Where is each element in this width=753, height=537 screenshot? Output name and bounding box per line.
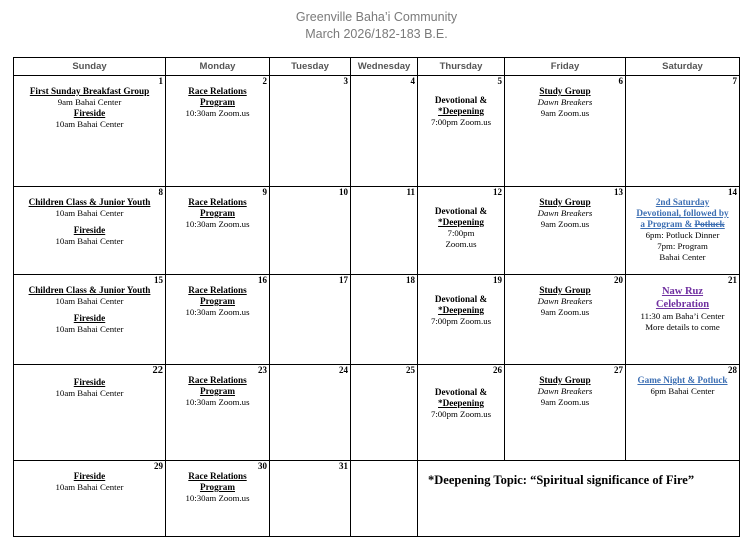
event-title: Fireside: [73, 108, 106, 118]
event-detail: 10am Bahai Center: [55, 482, 124, 492]
day-cell: [418, 365, 505, 461]
event-title: Naw Ruz: [661, 286, 704, 297]
event-detail: 9am Zoom.us: [540, 307, 590, 317]
event-title: Race Relations: [188, 285, 247, 295]
event-title: *Deepening: [438, 398, 484, 408]
day-number: 31: [339, 461, 348, 471]
deepening-topic-note: *Deepening Topic: “Spiritual significance of Fire”: [428, 473, 695, 487]
day-number: 7: [732, 76, 737, 86]
event-detail: 10am Bahai Center: [55, 324, 124, 334]
day-cell: [351, 187, 418, 275]
event-title: Fireside: [73, 471, 106, 481]
day-cell: [626, 365, 740, 461]
event-title: Fireside: [73, 377, 106, 387]
event-title: Celebration: [655, 299, 710, 310]
day-number: 4: [410, 76, 415, 86]
calendar-grid: [13, 57, 740, 537]
day-cell: [270, 76, 351, 187]
event-detail: 9am Bahai Center: [57, 97, 122, 107]
event-detail: Bahai Center: [659, 252, 706, 262]
day-cell: [626, 275, 740, 365]
day-cell: [418, 187, 505, 275]
day-number: 13: [614, 187, 623, 197]
day-number: 18: [406, 275, 415, 285]
week-row: [14, 76, 740, 187]
day-cell: [166, 365, 270, 461]
event-title: Study Group: [539, 285, 591, 295]
event-title: Fireside: [73, 313, 106, 323]
day-number: 20: [614, 275, 623, 285]
day-cell: [418, 275, 505, 365]
day-cell: [14, 461, 166, 537]
event-detail: More details to come: [645, 322, 720, 332]
event-detail: 10am Bahai Center: [55, 208, 124, 218]
event-title: Program: [199, 296, 236, 306]
event-title: *Deepening: [438, 106, 484, 116]
event-title: [627, 219, 738, 230]
day-cell: [14, 365, 166, 461]
event-title: *Deepening: [438, 305, 484, 315]
event-title: Race Relations: [188, 197, 247, 207]
weekday-sunday: Sunday: [14, 58, 166, 76]
day-cell: [505, 187, 626, 275]
day-cell: [14, 275, 166, 365]
event-title: Children Class & Junior Youth: [28, 285, 151, 295]
day-number: 28: [728, 365, 737, 375]
day-number: 15: [154, 275, 163, 285]
day-cell: [270, 275, 351, 365]
event-detail: 7:00pm: [447, 228, 475, 238]
calendar-title: Greenville Baha’i Community: [295, 10, 458, 24]
event-detail: 6pm Bahai Center: [650, 386, 715, 396]
week-row: [14, 275, 740, 365]
event-detail: 7pm: Program: [657, 241, 708, 251]
day-number: 19: [493, 275, 502, 285]
day-cell: [505, 365, 626, 461]
day-number: 10: [339, 187, 348, 197]
event-title: First Sunday Breakfast Group: [29, 86, 150, 96]
day-number: 17: [339, 275, 348, 285]
day-number: 6: [618, 76, 623, 86]
event-title: Program: [199, 386, 236, 396]
day-cell: [505, 275, 626, 365]
event-detail: Zoom.us: [445, 239, 477, 249]
event-title: Study Group: [539, 375, 591, 385]
event-title: Fireside: [73, 225, 106, 235]
day-cell: [166, 461, 270, 537]
day-cell: [14, 187, 166, 275]
event-title: *Deepening: [438, 217, 484, 227]
event-title: Game Night & Potluck: [637, 375, 728, 385]
day-cell: [166, 187, 270, 275]
day-number: 5: [497, 76, 502, 86]
event-detail: Dawn Breakers: [537, 386, 593, 396]
event-detail: 7:00pm Zoom.us: [430, 409, 492, 419]
event-title: Program: [199, 482, 236, 492]
day-number: 22: [152, 365, 163, 376]
weekday-monday: Monday: [166, 58, 270, 76]
event-detail: 6pm: Potluck Dinner: [645, 230, 720, 240]
day-number: 3: [343, 76, 348, 86]
weekday-thursday: Thursday: [418, 58, 505, 76]
event-detail: Dawn Breakers: [537, 208, 593, 218]
event-title: Devotional &: [434, 95, 488, 105]
day-number: 8: [158, 187, 163, 197]
day-cell: [626, 187, 740, 275]
week-row: [14, 187, 740, 275]
day-number: 29: [154, 461, 163, 471]
event-detail: Dawn Breakers: [537, 296, 593, 306]
weekday-friday: Friday: [505, 58, 626, 76]
week-row: [14, 461, 740, 537]
weekday-wednesday: Wednesday: [351, 58, 418, 76]
weekday-header-row: [14, 58, 740, 76]
event-title: Race Relations: [188, 471, 247, 481]
event-detail: 10am Bahai Center: [55, 296, 124, 306]
day-cell: [270, 365, 351, 461]
day-number: 27: [614, 365, 623, 375]
day-cell: [351, 76, 418, 187]
event-detail: 9am Zoom.us: [540, 219, 590, 229]
day-number: 16: [258, 275, 267, 285]
event-detail: Dawn Breakers: [537, 97, 593, 107]
day-cell: [166, 76, 270, 187]
event-title: Program: [199, 208, 236, 218]
day-cell: [166, 275, 270, 365]
day-number: 9: [262, 187, 267, 197]
event-title: Devotional &: [434, 206, 488, 216]
day-number: 21: [728, 275, 737, 285]
event-title: Study Group: [539, 197, 591, 207]
event-detail: 10:30am Zoom.us: [185, 219, 250, 229]
event-detail: 10:30am Zoom.us: [185, 397, 250, 407]
day-cell: [270, 187, 351, 275]
event-detail: 10am Bahai Center: [55, 119, 124, 129]
day-cell: [270, 461, 351, 537]
day-number: 14: [728, 187, 737, 197]
day-number: 26: [493, 365, 502, 375]
event-detail: 9am Zoom.us: [540, 108, 590, 118]
day-cell: [626, 76, 740, 187]
event-detail: 10am Bahai Center: [55, 388, 124, 398]
day-cell: [418, 76, 505, 187]
event-detail: 7:00pm Zoom.us: [430, 117, 492, 127]
week-row: [14, 365, 740, 461]
event-detail: 10:30am Zoom.us: [185, 493, 250, 503]
deepening-note-cell: [418, 461, 740, 537]
event-title: Race Relations: [188, 86, 247, 96]
day-cell: [351, 365, 418, 461]
day-number: 11: [406, 187, 415, 197]
event-title: Study Group: [539, 86, 591, 96]
day-number: 23: [258, 365, 267, 375]
event-title: Race Relations: [188, 375, 247, 385]
day-number: 30: [258, 461, 267, 471]
event-title-part: a Program &: [640, 219, 695, 229]
day-cell: [505, 76, 626, 187]
day-number: 25: [406, 365, 415, 375]
event-title: Devotional &: [434, 294, 488, 304]
event-title: Program: [199, 97, 236, 107]
day-cell: [351, 461, 418, 537]
day-number: 24: [339, 365, 348, 375]
day-number: 2: [262, 76, 267, 86]
event-title: Devotional &: [434, 387, 488, 397]
event-detail: 10:30am Zoom.us: [185, 108, 250, 118]
weekday-tuesday: Tuesday: [270, 58, 351, 76]
event-detail: 7:00pm Zoom.us: [430, 316, 492, 326]
weekday-saturday: Saturday: [626, 58, 740, 76]
event-title-struck: Potluck: [694, 219, 725, 229]
day-cell: [351, 275, 418, 365]
event-title: Devotional, followed by: [636, 208, 729, 218]
day-number: 1: [158, 76, 163, 86]
event-title: 2nd Saturday: [655, 197, 710, 207]
event-detail: 10am Bahai Center: [55, 236, 124, 246]
event-detail: 9am Zoom.us: [540, 397, 590, 407]
calendar-subtitle: March 2026/182-183 B.E.: [305, 27, 448, 41]
event-title: Children Class & Junior Youth: [28, 197, 151, 207]
day-cell: [14, 76, 166, 187]
event-detail: 10:30am Zoom.us: [185, 307, 250, 317]
event-detail: 11:30 am Baha’i Center: [640, 311, 725, 321]
day-number: 12: [493, 187, 502, 197]
